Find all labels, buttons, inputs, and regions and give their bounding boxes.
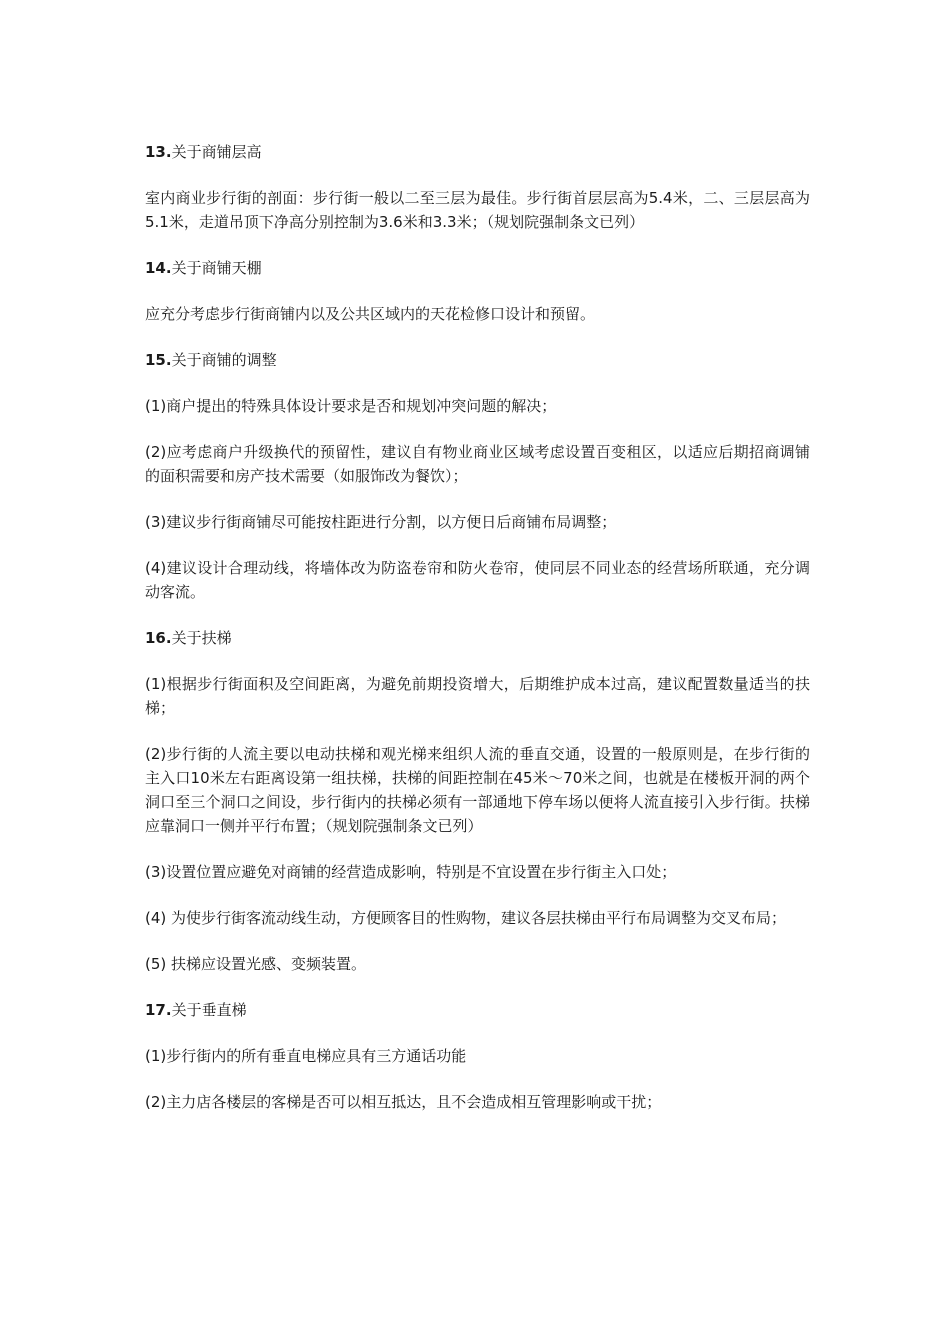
paragraph: (1)步行街内的所有垂直电梯应具有三方通话功能 <box>145 1047 467 1065</box>
document-body <box>145 140 810 1136</box>
section-title: 关于商铺的调整 <box>171 351 277 369</box>
section-heading-13 <box>145 140 810 164</box>
paragraph: (5) 扶梯应设置光感、变频装置。 <box>145 955 367 973</box>
paragraph: (2)应考虑商户升级换代的预留性，建议自有物业商业区域考虑设置百变租区，以适应后期招商调铺的面积需要和房产技术需要（如服饰改为餐饮）； <box>145 443 810 485</box>
section-title: 关于商铺天棚 <box>171 259 262 277</box>
paragraph: (1)根据步行街面积及空间距离，为避免前期投资增大，后期维护成本过高，建议配置数量适当的扶梯； <box>145 675 810 717</box>
section-number: 13. <box>145 143 172 161</box>
paragraph: (3)建议步行街商铺尽可能按柱距进行分割，以方便日后商铺布局调整； <box>145 513 617 531</box>
paragraph: (2)步行街的人流主要以电动扶梯和观光梯来组织人流的垂直交通，设置的一般原则是，在步行街的主入口10米左右距离设第一组扶梯，扶梯的间距控制在45米～70米之间，也就是在楼板开洞的两个洞口至三个洞口之间设，步行街内的扶梯必须有一部通地下停车场以便将人流直接引入步行街。扶梯应靠洞口一侧并平行布置；（规划院强制条文已列） <box>145 745 810 835</box>
section-number: 14. <box>145 259 172 277</box>
section-title: 关于扶梯 <box>171 629 232 647</box>
paragraph: (3)设置位置应避免对商铺的经营造成影响，特别是不宜设置在步行街主入口处； <box>145 863 677 881</box>
paragraph: (2)主力店各楼层的客梯是否可以相互抵达，且不会造成相互管理影响或干扰； <box>145 1093 662 1111</box>
section-heading-15 <box>145 348 810 372</box>
paragraph: (4)建议设计合理动线，将墙体改为防盗卷帘和防火卷帘，使同层不同业态的经营场所联通，充分调动客流。 <box>145 559 810 601</box>
paragraph: 应充分考虑步行街商铺内以及公共区域内的天花检修口设计和预留。 <box>145 305 596 323</box>
section-title: 关于垂直梯 <box>171 1001 247 1019</box>
section-number: 17. <box>145 1001 172 1019</box>
paragraph: (1)商户提出的特殊具体设计要求是否和规划冲突问题的解决； <box>145 397 557 415</box>
paragraph: (4) 为使步行街客流动线生动，方便顾客目的性购物，建议各层扶梯由平行布局调整为交叉布局； <box>145 909 787 927</box>
section-title: 关于商铺层高 <box>171 143 262 161</box>
section-heading-14 <box>145 256 810 280</box>
section-number: 16. <box>145 629 172 647</box>
section-heading-17 <box>145 998 810 1022</box>
paragraph: 室内商业步行街的剖面：步行街一般以二至三层为最佳。步行街首层层高为5.4米，二、三层层高为5.1米，走道吊顶下净高分别控制为3.6米和3.3米；（规划院强制条文已列） <box>145 189 810 231</box>
section-heading-16 <box>145 626 810 650</box>
section-number: 15. <box>145 351 172 369</box>
